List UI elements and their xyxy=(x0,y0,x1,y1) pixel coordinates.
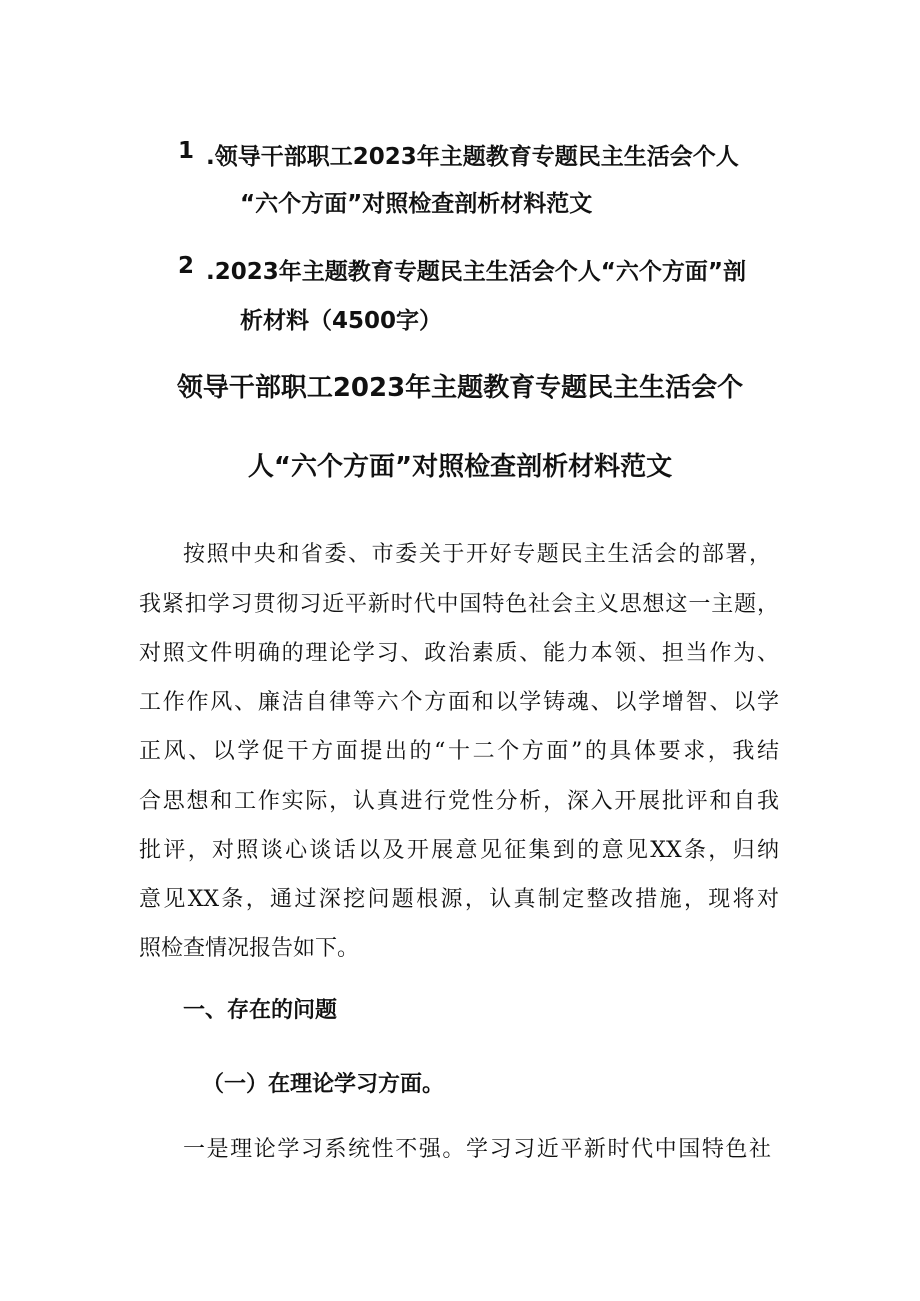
section-heading-1: 一、存在的问题 xyxy=(183,998,338,1023)
document-title-line-1: 领导干部职工2023年主题教育专题民主生活会个 xyxy=(176,373,744,403)
document-title-line-2: 人“六个方面”对照检查剖析材料范文 xyxy=(247,452,673,482)
intro-line-6: 合思想和工作实际，认真进行党性分析，深入开展批评和自我 xyxy=(139,789,779,814)
intro-line-7: 批评，对照谈心谈话以及开展意见征集到的意见XX条，归纳 xyxy=(139,838,779,863)
toc-item-1-line-2: “六个方面”对照检查剖析材料范文 xyxy=(240,191,593,217)
subsection-heading-1: （一）在理论学习方面。 xyxy=(202,1072,445,1097)
intro-line-3: 对照文件明确的理论学习、政治素质、能力本领、担当作为、 xyxy=(139,641,779,666)
toc-item-2-number: 2 xyxy=(178,253,195,279)
intro-line-9: 照检查情况报告如下。 xyxy=(139,936,360,961)
intro-line-8: 意见XX条，通过深挖问题根源，认真制定整改措施，现将对 xyxy=(139,887,779,912)
paragraph-1-line-1: 一是理论学习系统性不强。学习习近平新时代中国特色社 xyxy=(183,1137,771,1162)
toc-item-2-line-2: 析材料（4500字） xyxy=(240,308,443,334)
toc-item-1-line-1: .领导干部职工2023年主题教育专题民主生活会个人 xyxy=(206,144,739,170)
intro-line-5: 正风、以学促干方面提出的“十二个方面”的具体要求，我结 xyxy=(139,739,779,764)
intro-line-1: 按照中央和省委、市委关于开好专题民主生活会的部署， xyxy=(183,542,771,567)
intro-line-4: 工作作风、廉洁自律等六个方面和以学铸魂、以学增智、以学 xyxy=(139,690,779,715)
toc-item-1-number: 1 xyxy=(178,138,195,164)
toc-item-2-line-1: .2023年主题教育专题民主生活会个人“六个方面”剖 xyxy=(206,259,746,285)
intro-line-2: 我紧扣学习贯彻习近平新时代中国特色社会主义思想这一主题， xyxy=(139,592,779,617)
